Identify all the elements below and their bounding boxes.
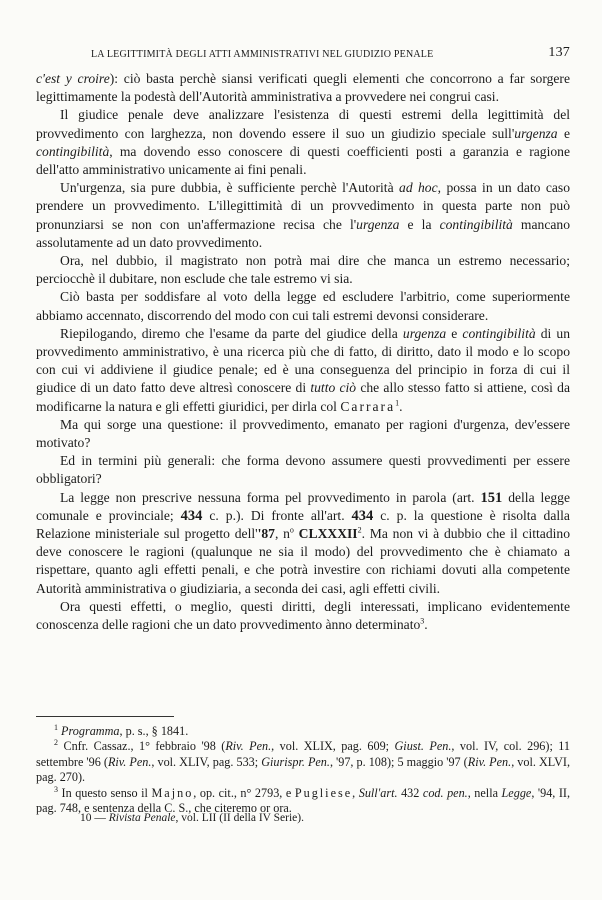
spaced-author-name: Pugliese — [294, 785, 353, 800]
italic-term: urgenza — [356, 216, 400, 232]
footnote-number: 3 — [54, 784, 58, 794]
italic-title: Programma — [61, 724, 120, 738]
italic-term: tutto ciò — [310, 380, 357, 396]
year-bold: '87 — [257, 526, 275, 542]
text-run: . Ma non vi à dubbio che il cittadino deve conoscere le ragioni (qualunque ne sia il modo) del provvedimento che è chiamato a rispettare, quanto agli effetti penali, e che potrà investire con richiami dovuti alla competente Autorità amministrativa o giudiziaria, a seconda dei casi, agli effetti civili. — [36, 526, 570, 596]
text-run: della legge comunale e provinciale; — [36, 489, 570, 523]
italic-term: contingibilità — [439, 216, 513, 232]
text-run: Ora questi effetti, o meglio, questi diritti, degli interessati, implicano evidentemente conoscenza delle ragioni che un dato provvedimento ànno determinato — [36, 598, 570, 633]
text-run: Un'urgenza, sia pure dubbia, è sufficiente perchè l'Autorità — [60, 180, 400, 196]
italic-term: urgenza — [402, 325, 447, 341]
spaced-author-name: Carrara — [340, 398, 396, 414]
text-run: Il giudice penale deve analizzare l'esistenza di questi estremi della legittimità del provvedimento con larghezza, non dovendo essere il suo un giudizio speciale sull' — [36, 107, 570, 141]
text-run: In questo senso il — [61, 785, 152, 800]
text-run: . — [399, 398, 403, 414]
text-run: , vol. IV, col. 296); 11 settembre '96 ( — [36, 739, 571, 769]
signature-line — [80, 812, 304, 824]
text-run: . — [424, 617, 428, 633]
italic-term: urgenza — [514, 125, 558, 141]
article-number: 434 — [180, 507, 203, 524]
article-number: 434 — [351, 507, 374, 524]
italic-title: Legge — [501, 785, 532, 800]
italic-phrase: c'est y croire — [36, 71, 110, 86]
text-run: c. p.). Di fronte all'art. — [202, 507, 352, 523]
paragraph-8: Ed in termini più generali: che forma devono assumere questi provvedimenti per essere obbligatori? — [36, 453, 570, 487]
paragraph-6 — [36, 325, 570, 416]
footnotes — [36, 724, 570, 816]
text-run: , ma dovendo esso conoscere di questi coefficienti posti a garanzia e ragione dell'atto amministrativo unicamente ai fini penali. — [36, 143, 570, 178]
paragraph-10 — [36, 598, 570, 634]
numero-superscript: o — [289, 525, 294, 535]
text-run: e la — [399, 216, 440, 232]
footnote-ref-1: 1 — [395, 398, 400, 408]
journal-title: Rivista Penale — [108, 812, 176, 824]
volume-info: , vol. LII (II della IV Serie). — [175, 812, 304, 824]
footnote-rule — [36, 716, 174, 717]
text-run: , — [352, 785, 359, 800]
text-run: , '94, II, pag. 748, e sentenza della C. S., che citeremo or ora. — [36, 785, 571, 816]
text-run: La legge non prescrive nessuna forma pel provvedimento in parola (art. — [60, 489, 481, 505]
roman-numeral: CLXXXII — [293, 526, 358, 542]
italic-title: Riv. Pen. — [467, 754, 512, 769]
text-run: che allo stesso fatto si attiene, così da modificarne la natura e gli effetti giuridici, per dirla col — [36, 380, 570, 414]
italic-title: Riv. Pen. — [225, 739, 272, 754]
footnote-ref-3: 3 — [420, 616, 425, 626]
running-title: LA LEGITTIMITÀ DEGLI ATTI AMMINISTRATIVI NEL GIUDIZIO PENALE — [91, 49, 434, 60]
italic-title: Giurispr. Pen. — [261, 754, 330, 769]
text-run: e — [446, 325, 463, 341]
text-run: , possa in un dato caso prendere un provvedimento. L'illegittimità di un provvedimento in questa parte non può pronunziarsi se non con un'affermazione recisa che l' — [36, 180, 570, 232]
text-run: ): ciò basta perchè siansi verificati quegli elementi che concorrono a far sorgere legittimamente la podestà dell'Autorità amministrativa a provvedere nei congrui casi. — [36, 71, 570, 105]
text-run: Cnfr. Cassaz., 1° febbraio '98 ( — [63, 739, 226, 754]
footnote-2 — [36, 739, 570, 785]
text-run: mancano assolutamente ad un dato provvedimento. — [36, 216, 570, 250]
paragraph-1 — [36, 70, 570, 106]
paragraph-2 — [36, 106, 570, 179]
main-text — [36, 70, 570, 634]
italic-title: Giust. Pen. — [394, 739, 452, 754]
text-run: , vol. XLVI, pag. 270). — [36, 754, 570, 785]
text-run: , vol. XLIX, pag. 609; — [271, 739, 395, 754]
footnote-ref-2: 2 — [357, 525, 362, 535]
text-run: , nella — [467, 785, 502, 800]
paragraph-3 — [36, 179, 570, 252]
paragraph-5: Ciò basta per soddisfare al voto della legge ed escludere l'arbitrio, come superiormente abbiamo accennato, discorrendo del modo con cui tali estremi devonsi considerare. — [36, 289, 570, 323]
italic-title: Sull'art. — [358, 785, 398, 800]
text-run: Riepilogando, diremo che l'esame da parte del giudice della — [60, 325, 403, 341]
spaced-author-name: Majno — [151, 785, 194, 800]
paragraph-7: Ma qui sorge una questione: il provvedimento, emanato per ragioni d'urgenza, dev'essere motivato? — [36, 416, 570, 451]
text-run: 432 — [397, 785, 423, 800]
text-run: di un provvedimento amministrativo, è una ricerca più che di fatto, di diritto, dato il modo e lo scopo con cui vi addiviene il giudice penale; ed è una conseguenza del principio in forza di cui il giudice di un dato fatto deve altresì conoscere di — [36, 325, 570, 396]
italic-title: cod. pen. — [422, 785, 468, 800]
article-number: 151 — [480, 489, 503, 506]
page-number: 137 — [548, 45, 570, 60]
footnote-number: 2 — [54, 738, 58, 748]
footnote-number: 1 — [54, 722, 58, 732]
italic-title: Riv. Pen. — [107, 754, 152, 769]
paragraph-4: Ora, nel dubbio, il magistrato non potrà mai dire che manca un estremo necessario; perciocchè il dubitare, non esclude che tale estremo vi sia. — [36, 253, 570, 287]
signature-number: 10 — — [80, 812, 109, 824]
italic-term: contingibilità — [462, 325, 536, 341]
italic-term: ad hoc — [399, 180, 438, 196]
text-run: e — [557, 125, 570, 141]
text-run: , vol. XLIV, pag. 533; — [151, 754, 262, 769]
text-run: , p. s., § 1841. — [119, 724, 189, 738]
text-run: , '97, p. 108); 5 maggio '97 ( — [329, 754, 468, 769]
text-run: , n — [274, 526, 290, 542]
text-run: , op. cit., n° 2793, e — [193, 785, 295, 800]
paragraph-9 — [36, 489, 570, 598]
text-run: c. p. la questione è risolta dalla Relazione ministeriale sul progetto dell' — [36, 507, 570, 542]
footnote-1 — [36, 724, 570, 739]
italic-term: contingibilità — [36, 143, 110, 159]
